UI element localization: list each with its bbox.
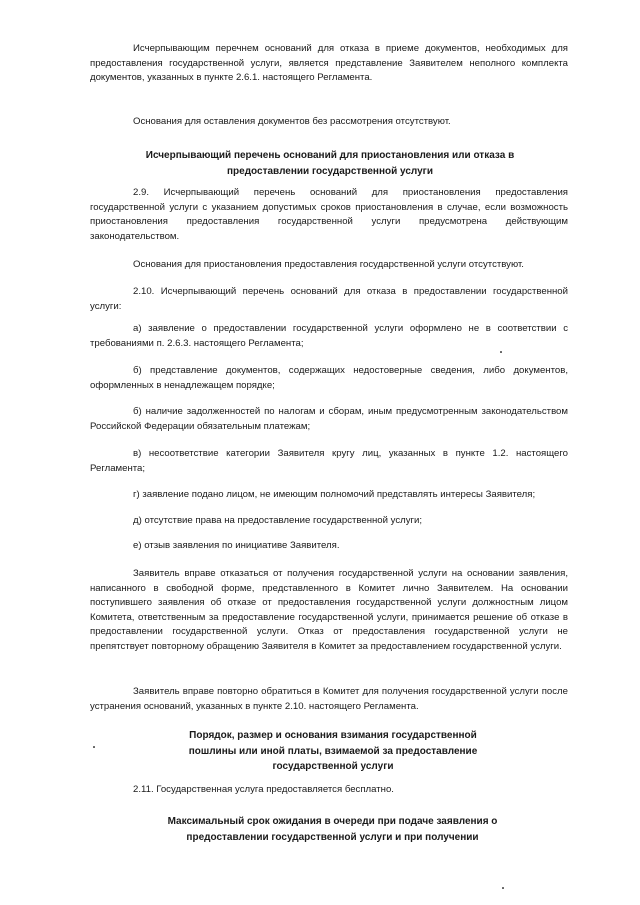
heading-fee: Порядок, размер и основания взимания государственной пошлины или иной платы, взимаемой за предоставление государственной услуги bbox=[188, 730, 478, 772]
scan-speck bbox=[500, 351, 502, 353]
list-item-g: г) заявление подано лицом, не имеющим полномочий представлять интересы Заявителя; bbox=[133, 489, 536, 500]
scan-speck bbox=[502, 887, 504, 889]
list-item-e: е) отзыв заявления по инициативе Заявителя. bbox=[133, 540, 340, 551]
list-item-b2: б) наличие задолженностей по налогам и сборам, иным предусмотренным законодательством Российской Федерации обязательным платежам; bbox=[90, 406, 568, 432]
paragraph-refusal-grounds: Исчерпывающим перечнем оснований для отказа в приеме документов, необходимых для предоставления государственной услуги, является представление Заявителем неполного комплекта документов, указанных в пункте 2.6.1. настоящего Регламента. bbox=[90, 43, 568, 84]
paragraph-no-review-grounds: Основания для оставления документов без рассмотрения отсутствуют. bbox=[133, 116, 451, 127]
heading-max-wait: Максимальный срок ожидания в очереди при подаче заявления о предоставлении государственной услуги и при получении bbox=[167, 816, 498, 843]
heading-suspension-refusal: Исчерпывающий перечень оснований для приостановления или отказа в предоставлении государственной услуги bbox=[145, 150, 515, 177]
paragraph-no-suspension: Основания для приостановления предоставления государственной услуги отсутствуют. bbox=[133, 259, 524, 270]
paragraph-2-10: 2.10. Исчерпывающий перечень оснований для отказа в предоставлении государственной услуги: bbox=[90, 286, 568, 312]
list-item-a: а) заявление о предоставлении государственной услуги оформлено не в соответствии с требованиями п. 2.6.3. настоящего Регламента; bbox=[90, 323, 568, 349]
paragraph-2-9: 2.9. Исчерпывающий перечень оснований для приостановления предоставления государственной услуги с указанием допустимых сроков приостановления в случае, если возможность приостановления предоставления государственной услуги предусмотрена действующим законодательством. bbox=[90, 187, 568, 242]
paragraph-reapply: Заявитель вправе повторно обратиться в Комитет для получения государственной услуги после устранения оснований, указанных в пункте 2.10. настоящего Регламента. bbox=[90, 686, 568, 712]
paragraph-applicant-refusal: Заявитель вправе отказаться от получения государственной услуги на основании заявления, написанного в свободной форме, представленного в Комитет лично Заявителем. На основании поступившего заявления об отказе от предоставления государственной услуги должностным лицом Комитета, ответственным за предоставление государственной услуги, принимается решение об отказе в предоставлении государственной услуги. Отказ от предоставления государственной услуги не препятствует повторному обращению Заявителя в Комитет за предоставлением государственной услуги. bbox=[90, 568, 568, 652]
list-item-d: д) отсутствие права на предоставление государственной услуги; bbox=[133, 515, 423, 526]
paragraph-2-11: 2.11. Государственная услуга предоставляется бесплатно. bbox=[133, 784, 394, 795]
list-item-v: в) несоответствие категории Заявителя кругу лиц, указанных в пункте 1.2. настоящего Регламента; bbox=[90, 448, 568, 474]
scan-speck bbox=[93, 746, 95, 748]
list-item-b: б) представление документов, содержащих недостоверные сведения, либо документов, оформленных в ненадлежащем порядке; bbox=[90, 365, 568, 391]
